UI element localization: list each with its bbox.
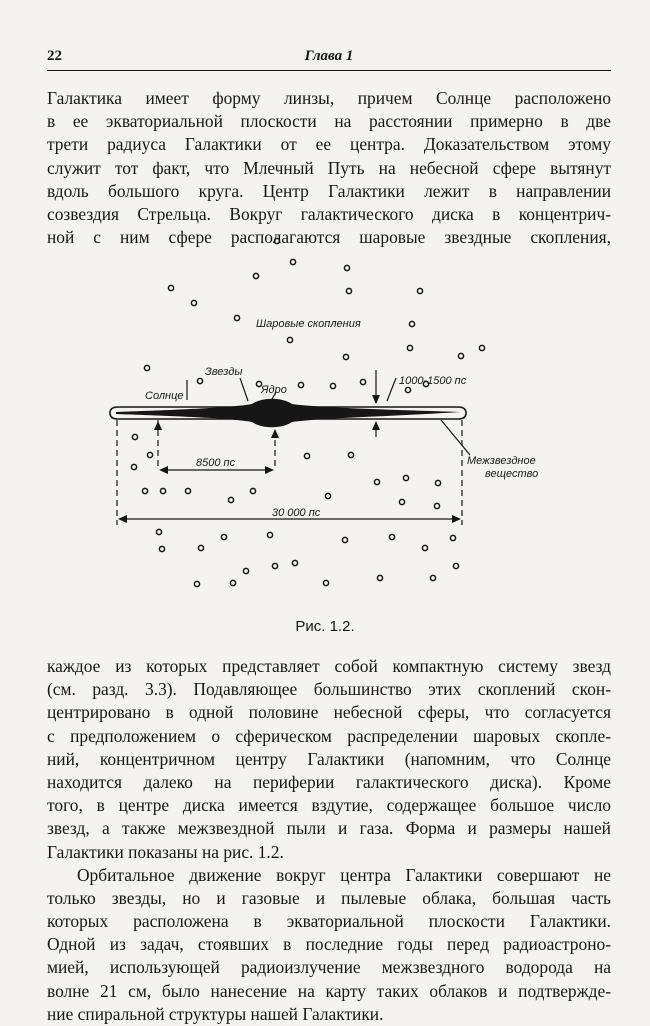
text-line: вдоль большого круга. Центр Галактики лежит в направлении xyxy=(47,180,611,201)
paragraph-continued xyxy=(47,655,611,1026)
label-diameter: 30 000 пс xyxy=(272,507,321,519)
text-line: Орбитальное движение вокруг центра Галактики совершают не xyxy=(77,864,611,885)
label-thickness: 1000-1500 пс xyxy=(399,375,467,387)
label-sun-distance: 8500 пс xyxy=(196,457,236,469)
text-line: трети радиуса Галактики от ее центра. Доказательством этому xyxy=(47,134,611,155)
text-line: ной с ним сфере располагаются шаровые звездные скопления, xyxy=(47,227,611,248)
text-line: созвездия Стрельца. Вокруг галактического диска в концентрич- xyxy=(47,203,611,224)
label-interstellar: Межзвездное xyxy=(467,455,536,467)
text-line: с предположением о сферическом распределении шаровых скопле- xyxy=(47,725,611,746)
label-stars: Звезды xyxy=(205,366,243,378)
text-line: ний, концентричном центру Галактики (напомним, что Солнце xyxy=(47,748,611,769)
text-line: Галактики показаны на рис. 1.2. xyxy=(47,841,284,862)
figure-caption: Рис. 1.2. xyxy=(295,618,355,635)
label-sun: Солнце xyxy=(145,390,184,402)
label-nucleus: Ядро xyxy=(261,384,287,396)
text-line: каждое из которых представляет собой компактную систему звезд xyxy=(47,656,611,676)
text-line: ние спиральной структуры нашей Галактики. xyxy=(47,1003,384,1024)
text-line: Одной из задач, стоявших в последние годы перед радиоастроно- xyxy=(47,934,611,955)
text-line: центрировано в одной половине небесной сферы, что согласуется xyxy=(47,702,611,723)
text-line: которых расположена в экваториальной плоскости Галактики. xyxy=(47,911,611,932)
text-line: в ее экваториальной плоскости на расстоянии примерно в две xyxy=(47,111,611,132)
text-line: звезд, а также межзвездной пыли и газа. Форма и размеры нашей xyxy=(47,818,611,839)
label-interstellar-2: вещество xyxy=(485,468,539,480)
text-line: (см. разд. 3.3). Подавляющее большинство этих скоплений скон- xyxy=(47,679,611,700)
chapter-title: Глава 1 xyxy=(304,48,354,64)
galactic-disk-core xyxy=(116,399,460,428)
text-line: служит тот факт, что Млечный Путь на небесной сфере вытянут xyxy=(47,157,611,178)
text-line: мией, использующей радиоизлучение межзвездного водорода на xyxy=(47,957,611,978)
text-line: только звезды, но и газовые и пылевые облака, большая часть xyxy=(47,887,611,908)
text-line: того, в центре диска имеется вздутие, содержащее большое число xyxy=(47,795,611,816)
page-number: 22 xyxy=(47,48,62,64)
label-globular-clusters: Шаровые скопления xyxy=(256,318,361,330)
text-line: волне 21 см, было нанесение на карту таких облаков и подтвержде- xyxy=(47,980,611,1001)
text-line: Галактика имеет форму линзы, причем Солнце расположено xyxy=(47,88,611,108)
text-line: находится далеко на периферии галактического диска). Кроме xyxy=(47,771,611,792)
